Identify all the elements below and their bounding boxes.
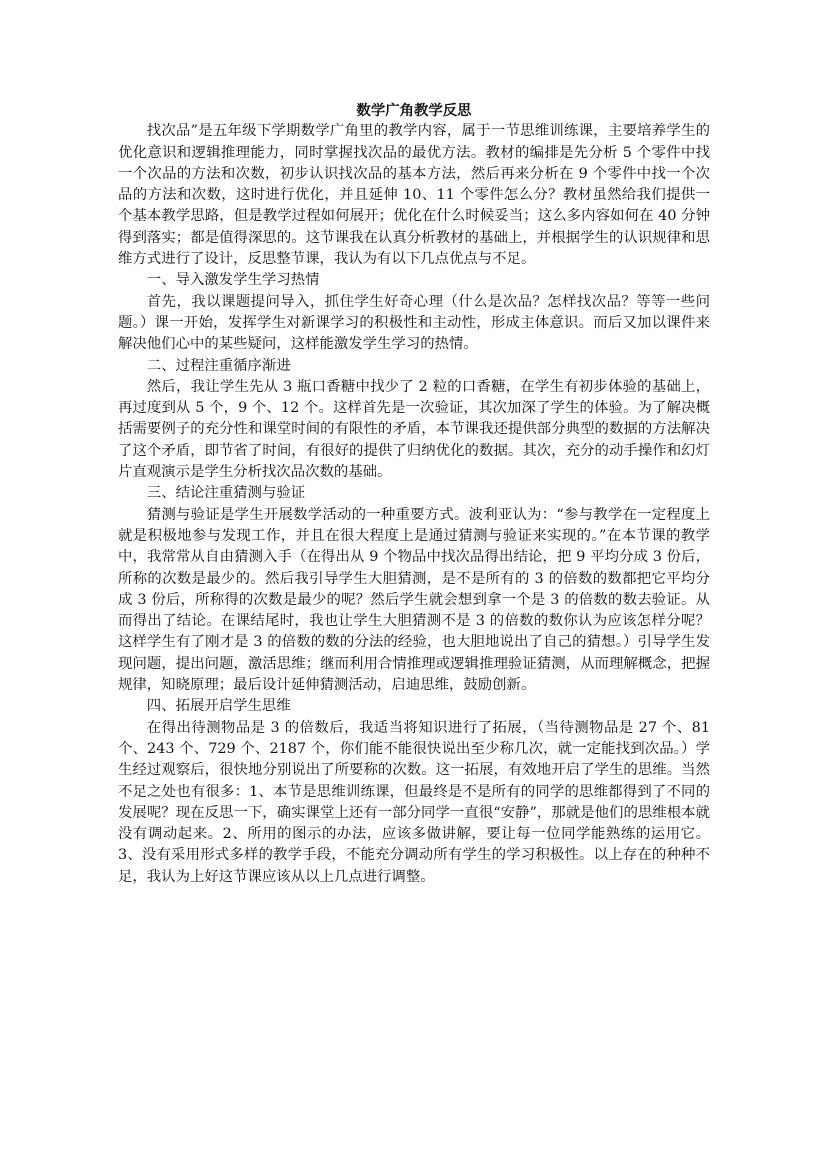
section-3-heading: 三、结论注重猜测与验证 — [146, 485, 306, 502]
section-1-heading: 一、导入激发学生学习热情 — [146, 272, 320, 289]
section-4-body: 在得出待测物品是 3 的倍数后，我适当将知识进行了拓展，（当待测物品是 27 个、81 个、243 个、729 个、2187 个，你们能不能很快说出至少称几次，就一定能找到次品。）学生经过观察后，很快地分别说出了所要称的次数。这一拓展，有效地开启了学生的思维。当然不足之处也有很多：1、本节是思维训练课，但最终是不是所有的同学的思维都得到了不同的发展呢？现在反思一下，确实课堂上还有一部分同学一直很“安静”，那就是他们的思维根本就没有调动起来。2、所用的图示的办法，应该多做讲解，要让每一位同学能熟练的运用它。3、没有采用形式多样的教学手段，不能充分调动所有学生的学习积极性。以上存在的种种不足，我认为上好这节课应该从以上几点进行调整。 — [118, 719, 710, 885]
section-2-heading: 二、过程注重循序渐进 — [146, 357, 291, 374]
document-page — [118, 100, 710, 888]
section-3-body: 猜测与验证是学生开展数学活动的一种重要方式。波利亚认为：“参与教学在一定程度上就是积极地参与发现工作，并且在很大程度上是通过猜测与验证来实现的。”在本节课的教学中，我常常从自由猜测入手（在得出从 9 个物品中找次品得出结论，把 9 平均分成 3 份后，所称的次数是最少的。然后我引导学生大胆猜测，是不是所有的 3 的倍数的数都把它平均分成 3 份后，所称得的次数是最少的呢？然后学生就会想到拿一个是 3 的倍数的数去验证。从而得出了结论。在课结尾时，我也让学生大胆猜测不是 3 的倍数的数你认为应该怎样分呢？这样学生有了刚才是 3 的倍数的数的分法的经验，也大胆地说出了自己的猜想。）引导学生发现问题，提出问题，激活思维；继而利用合情推理或逻辑推理验证猜测，从而理解概念，把握规律，知晓原理；最后设计延伸猜测活动，启迪思维，鼓励创新。 — [118, 506, 710, 694]
section-2-body: 然后，我让学生先从 3 瓶口香糖中找少了 2 粒的口香糖，在学生有初步体验的基础上，再过度到从 5 个，9 个、12 个。这样首先是一次验证，其次加深了学生的体验。为了解决概括需要例子的充分性和课堂时间的有限性的矛盾，本节课我还提供部分典型的数据的方法解决了这个矛盾，即节省了时间，有很好的提供了归纳优化的数据。其次，充分的动手操作和幻灯片直观演示是学生分析找次品次数的基础。 — [118, 378, 710, 481]
intro-paragraph: 找次品”是五年级下学期数学广角里的教学内容，属于一节思维训练课，主要培养学生的优化意识和逻辑推理能力，同时掌握找次品的最优方法。教材的编排是先分析 5 个零件中找一个次品的方法和次数，初步认识找次品的基本方法，然后再来分析在 9 个零件中找一个次品的方法和次数，这时进行优化，并且延伸 10、11 个零件怎么分？教材虽然给我们提供一个基本教学思路，但是教学过程如何展开；优化在什么时候妥当；这么多内容如何在 40 分钟得到落实；都是值得深思的。这节课我在认真分析教材的基础上，并根据学生的认识规律和思维方式进行了设计，反思整节课，我认为有以下几点优点与不足。 — [118, 123, 710, 268]
section-1-body: 首先，我以课题提问导入，抓住学生好奇心理（什么是次品？怎样找次品？等等一些问题。）课一开始，发挥学生对新课学习的积极性和主动性，形成主体意识。而后又加以课件来解决他们心中的某些疑问，这样能激发学生学习的热情。 — [118, 293, 710, 353]
section-4-heading: 四、拓展开启学生思维 — [146, 698, 291, 715]
document-title: 数学广角教学反思 — [356, 102, 472, 119]
